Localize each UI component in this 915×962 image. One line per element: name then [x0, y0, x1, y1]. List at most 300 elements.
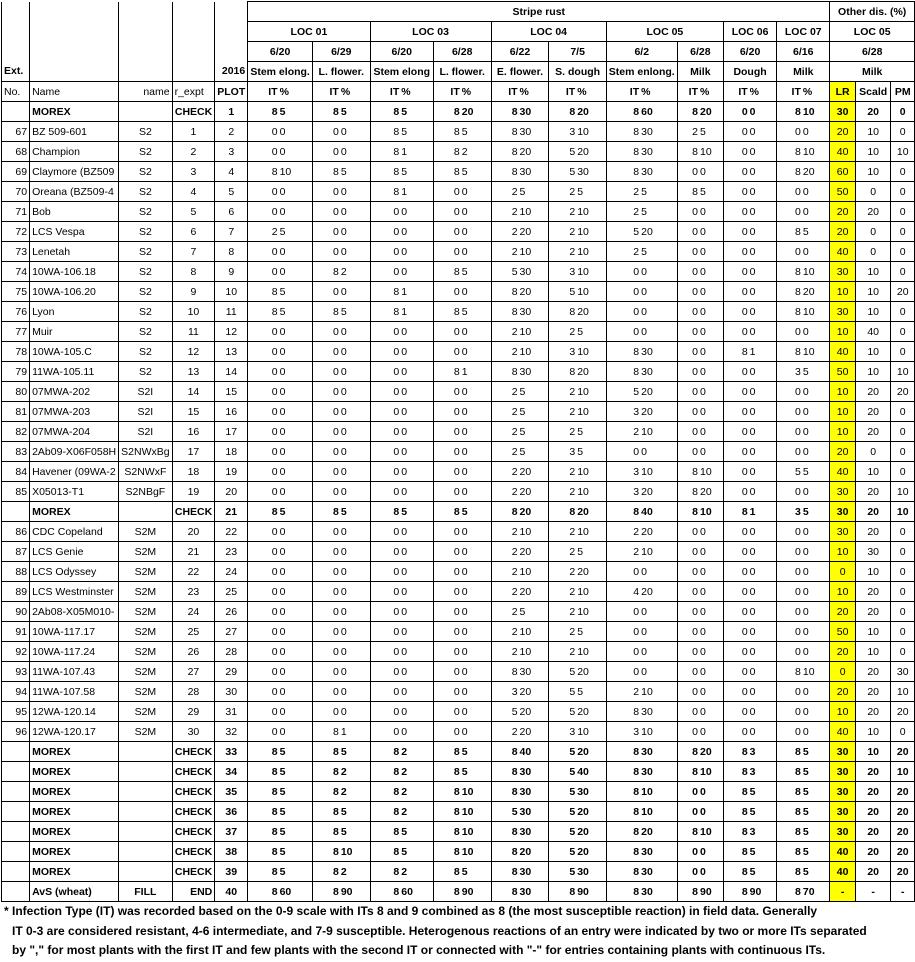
scald-value: 20	[855, 482, 891, 502]
lr-value: 30	[830, 742, 856, 762]
it-value: 2	[491, 462, 519, 482]
r-expt: 6	[172, 222, 215, 242]
percent-value: 30	[519, 122, 549, 142]
it-value: 8	[606, 142, 640, 162]
ext-number: 92	[2, 642, 30, 662]
percent-value: 0	[640, 322, 677, 342]
header-blank	[30, 42, 119, 62]
percent-value: 20	[576, 502, 606, 522]
it-value: 2	[549, 602, 576, 622]
scald-value: 0	[855, 442, 891, 462]
ext-number: 74	[2, 262, 30, 282]
entry-name: Claymore (BZ509	[30, 162, 119, 182]
percent-value: 0	[461, 202, 491, 222]
percent-value: 0	[802, 482, 830, 502]
date-heading: 6/29	[312, 42, 370, 62]
table-row	[2, 522, 915, 542]
it-value: 0	[312, 462, 339, 482]
entry-name: MOREX	[30, 502, 119, 522]
percent-value: 0	[802, 702, 830, 722]
scald-value: 10	[855, 622, 891, 642]
percent-value: 10	[576, 242, 606, 262]
percent-value: 10	[576, 642, 606, 662]
it-value: 8	[777, 882, 802, 902]
percent-value: 90	[749, 882, 777, 902]
percent-value: 20	[519, 582, 549, 602]
ext-number: 93	[2, 662, 30, 682]
percent-value: 0	[640, 662, 677, 682]
percent-value: 0	[699, 722, 723, 742]
it-value: 0	[677, 542, 699, 562]
percent-value: 10	[576, 402, 606, 422]
it-value: 8	[433, 862, 460, 882]
percent-value: 10	[802, 102, 830, 122]
table-row	[2, 702, 915, 722]
percent-value: 20	[640, 402, 677, 422]
percent-value: 5	[576, 422, 606, 442]
it-value: 2	[549, 642, 576, 662]
percent-value: 10	[699, 502, 723, 522]
percent-value: 40	[519, 742, 549, 762]
it-value: 0	[312, 702, 339, 722]
it-value: 8	[433, 102, 460, 122]
entry-name: 10WA-105.C	[30, 342, 119, 362]
it-value: 0	[312, 522, 339, 542]
percent-value: 0	[400, 542, 433, 562]
percent-value: 0	[340, 342, 370, 362]
pm-value: 10	[891, 502, 915, 522]
percent-value: 0	[279, 422, 313, 442]
lr-value: 10	[830, 382, 856, 402]
subname-heading: name	[119, 82, 172, 102]
ext-number	[2, 742, 30, 762]
header-blank	[2, 42, 30, 62]
header-row	[2, 2, 915, 22]
it-value: 0	[777, 422, 802, 442]
percent-value: 5	[461, 862, 491, 882]
ext-number: 72	[2, 222, 30, 242]
it-value: 0	[312, 602, 339, 622]
percent-value: 0	[279, 642, 313, 662]
percent-value: 5	[699, 182, 723, 202]
lr-value: 50	[830, 362, 856, 382]
percent-heading: %	[576, 82, 606, 102]
percent-value: 30	[519, 762, 549, 782]
r-expt: 12	[172, 342, 215, 362]
table-row	[2, 482, 915, 502]
it-value: 8	[777, 762, 802, 782]
percent-value: 0	[279, 602, 313, 622]
percent-value: 5	[519, 422, 549, 442]
it-value: 8	[248, 162, 279, 182]
it-value: 0	[312, 222, 339, 242]
r-expt: 26	[172, 642, 215, 662]
header-row	[2, 82, 915, 102]
percent-value: 0	[279, 662, 313, 682]
percent-value: 20	[699, 102, 723, 122]
it-value: 2	[491, 182, 519, 202]
percent-value: 10	[640, 542, 677, 562]
it-value: 0	[723, 202, 748, 222]
percent-value: 0	[699, 342, 723, 362]
it-value: 8	[606, 782, 640, 802]
ext-number: 91	[2, 622, 30, 642]
ext-number	[2, 502, 30, 522]
sub-name: S2NWxF	[119, 462, 172, 482]
percent-value: 0	[699, 862, 723, 882]
r-expt: 13	[172, 362, 215, 382]
plot-number: 2	[215, 122, 248, 142]
percent-value: 0	[640, 282, 677, 302]
sub-name: S2	[119, 202, 172, 222]
it-value: 8	[491, 502, 519, 522]
it-value: 5	[491, 702, 519, 722]
sub-name: S2	[119, 302, 172, 322]
sub-name: S2	[119, 122, 172, 142]
scald-value: 10	[855, 302, 891, 322]
it-value: 2	[491, 322, 519, 342]
it-value: 8	[777, 142, 802, 162]
sub-name: S2M	[119, 662, 172, 682]
it-value: 8	[491, 822, 519, 842]
percent-value: 0	[749, 222, 777, 242]
it-value: 0	[777, 542, 802, 562]
it-value: 8	[677, 822, 699, 842]
it-heading: IT	[606, 82, 640, 102]
scald-value: -	[855, 882, 891, 902]
plot-number: 21	[215, 502, 248, 522]
it-value: 0	[433, 422, 460, 442]
pm-value: 30	[891, 662, 915, 682]
percent-value: 10	[640, 462, 677, 482]
entry-name: Lyon	[30, 302, 119, 322]
scald-value: 20	[855, 102, 891, 122]
scald-heading: Scald	[855, 82, 891, 102]
percent-value: 10	[576, 202, 606, 222]
percent-value: 20	[519, 502, 549, 522]
date-heading: 6/2	[606, 42, 677, 62]
percent-value: 0	[400, 202, 433, 222]
it-value: 0	[248, 422, 279, 442]
percent-value: 0	[699, 422, 723, 442]
pm-value: 0	[891, 322, 915, 342]
ext-number	[2, 822, 30, 842]
ext-number: 90	[2, 602, 30, 622]
r-expt: CHECK	[172, 822, 215, 842]
lr-value: 0	[830, 562, 856, 582]
plot-number: 10	[215, 282, 248, 302]
percent-value: 0	[749, 582, 777, 602]
percent-value: 0	[340, 482, 370, 502]
percent-value: 5	[279, 802, 313, 822]
it-value: 8	[248, 782, 279, 802]
percent-value: 10	[576, 722, 606, 742]
percent-value: 0	[461, 562, 491, 582]
entry-name: 07MWA-204	[30, 422, 119, 442]
percent-value: 5	[519, 442, 549, 462]
percent-value: 5	[279, 742, 313, 762]
percent-value: 0	[699, 802, 723, 822]
it-value: 8	[723, 862, 748, 882]
ext-number: 75	[2, 282, 30, 302]
percent-value: 20	[576, 142, 606, 162]
it-value: 8	[433, 842, 460, 862]
scald-value: 20	[855, 522, 891, 542]
percent-value: 5	[802, 802, 830, 822]
header-blank	[30, 2, 119, 22]
r-expt: 22	[172, 562, 215, 582]
lr-value: 30	[830, 822, 856, 842]
percent-value: 0	[802, 242, 830, 262]
it-value: 0	[312, 142, 339, 162]
percent-value: 30	[519, 362, 549, 382]
percent-value: 10	[640, 422, 677, 442]
it-value: 3	[777, 502, 802, 522]
plot-number: 5	[215, 182, 248, 202]
percent-value: 5	[461, 122, 491, 142]
percent-value: 0	[461, 382, 491, 402]
stage-heading: Milk	[830, 62, 915, 82]
it-value: 8	[433, 302, 460, 322]
percent-value: 0	[340, 522, 370, 542]
plot-number: 17	[215, 422, 248, 442]
pm-heading: PM	[891, 82, 915, 102]
it-value: 8	[677, 182, 699, 202]
percent-value: 0	[340, 462, 370, 482]
it-value: 8	[677, 882, 699, 902]
table-row	[2, 542, 915, 562]
scald-value: 0	[855, 222, 891, 242]
percent-value: 0	[400, 602, 433, 622]
it-value: 3	[549, 342, 576, 362]
header-blank	[215, 22, 248, 42]
it-value: 0	[677, 782, 699, 802]
it-value: 5	[549, 842, 576, 862]
entry-name: X05013-T1	[30, 482, 119, 502]
percent-value: 5	[400, 162, 433, 182]
it-value: 0	[606, 662, 640, 682]
percent-heading: %	[400, 82, 433, 102]
percent-value: 0	[749, 242, 777, 262]
it-value: 8	[370, 762, 400, 782]
table-row	[2, 882, 915, 902]
sub-name	[119, 762, 172, 782]
it-value: 0	[370, 662, 400, 682]
r-expt: 28	[172, 682, 215, 702]
lr-value: 60	[830, 162, 856, 182]
entry-name: 11WA-107.58	[30, 682, 119, 702]
table-row	[2, 862, 915, 882]
r-expt: 11	[172, 322, 215, 342]
plot-number: 23	[215, 542, 248, 562]
percent-value: 0	[400, 682, 433, 702]
r-expt: 1	[172, 122, 215, 142]
percent-value: 0	[400, 722, 433, 742]
pm-value: 10	[891, 682, 915, 702]
percent-value: 5	[802, 762, 830, 782]
it-value: 0	[433, 182, 460, 202]
it-heading: IT	[312, 82, 339, 102]
percent-value: 10	[576, 222, 606, 242]
pm-value: 10	[891, 362, 915, 382]
ext-number: 86	[2, 522, 30, 542]
table-row	[2, 282, 915, 302]
pm-value: 20	[891, 842, 915, 862]
percent-value: 0	[279, 402, 313, 422]
percent-value: 30	[576, 162, 606, 182]
percent-value: 0	[279, 322, 313, 342]
it-value: 2	[606, 522, 640, 542]
percent-value: 5	[519, 182, 549, 202]
percent-value: 0	[749, 382, 777, 402]
it-value: 8	[312, 762, 339, 782]
it-value: 8	[549, 102, 576, 122]
it-value: 0	[677, 262, 699, 282]
percent-value: 5	[400, 822, 433, 842]
percent-value: 0	[749, 722, 777, 742]
it-value: 2	[549, 382, 576, 402]
percent-value: 5	[461, 162, 491, 182]
it-value: 3	[606, 462, 640, 482]
sub-name	[119, 802, 172, 822]
r-expt: CHECK	[172, 742, 215, 762]
percent-value: 0	[461, 182, 491, 202]
percent-value: 5	[576, 622, 606, 642]
lr-value: 50	[830, 622, 856, 642]
it-value: 0	[606, 622, 640, 642]
percent-value: 0	[340, 282, 370, 302]
ext-number: 69	[2, 162, 30, 182]
percent-value: 20	[802, 162, 830, 182]
table-row	[2, 742, 915, 762]
lr-value: 40	[830, 862, 856, 882]
it-value: 8	[370, 182, 400, 202]
it-value: 8	[491, 282, 519, 302]
plot-number: 3	[215, 142, 248, 162]
it-value: 0	[433, 662, 460, 682]
entry-name: MOREX	[30, 862, 119, 882]
percent-value: 40	[640, 502, 677, 522]
it-value: 0	[677, 662, 699, 682]
it-heading: IT	[677, 82, 699, 102]
lr-value: 20	[830, 682, 856, 702]
percent-value: 0	[279, 582, 313, 602]
it-value: 3	[549, 442, 576, 462]
percent-value: 5	[576, 182, 606, 202]
percent-value: 10	[576, 602, 606, 622]
ext-number: 83	[2, 442, 30, 462]
table-row	[2, 782, 915, 802]
entry-name: CDC Copeland	[30, 522, 119, 542]
percent-value: 0	[749, 442, 777, 462]
percent-value: 70	[802, 882, 830, 902]
entry-name: 12WA-120.14	[30, 702, 119, 722]
it-heading: IT	[723, 82, 748, 102]
percent-value: 0	[400, 362, 433, 382]
entry-name: Champion	[30, 142, 119, 162]
percent-value: 5	[340, 162, 370, 182]
percent-value: 0	[400, 662, 433, 682]
it-value: 0	[248, 442, 279, 462]
it-value: 0	[248, 402, 279, 422]
it-value: 8	[549, 882, 576, 902]
lr-value: 30	[830, 262, 856, 282]
plot-number: 14	[215, 362, 248, 382]
it-value: 0	[677, 562, 699, 582]
ext-number	[2, 882, 30, 902]
it-value: 0	[312, 642, 339, 662]
percent-value: 0	[699, 162, 723, 182]
location-heading: LOC 05	[606, 22, 723, 42]
percent-value: 0	[400, 642, 433, 662]
it-value: 2	[549, 482, 576, 502]
lr-value: 40	[830, 842, 856, 862]
pm-value: 20	[891, 382, 915, 402]
it-value: 8	[723, 742, 748, 762]
percent-value: 20	[699, 742, 723, 762]
percent-value: 0	[461, 582, 491, 602]
it-value: 8	[433, 162, 460, 182]
it-value: 8	[491, 162, 519, 182]
it-value: 0	[606, 322, 640, 342]
percent-value: 5	[802, 222, 830, 242]
it-value: 8	[433, 362, 460, 382]
percent-value: 0	[461, 442, 491, 462]
it-value: 0	[312, 482, 339, 502]
percent-value: 0	[461, 482, 491, 502]
sub-name: S2M	[119, 522, 172, 542]
percent-value: 0	[461, 422, 491, 442]
percent-value: 0	[461, 602, 491, 622]
percent-value: 20	[576, 662, 606, 682]
it-value: 0	[312, 122, 339, 142]
it-value: 8	[549, 362, 576, 382]
scald-value: 20	[855, 842, 891, 862]
percent-value: 1	[400, 302, 433, 322]
stage-heading: Milk	[777, 62, 830, 82]
percent-value: 10	[640, 802, 677, 822]
it-value: 0	[433, 202, 460, 222]
entry-name: 2Ab09-X06F058H	[30, 442, 119, 462]
lr-value: 30	[830, 522, 856, 542]
sub-name: S2	[119, 322, 172, 342]
percent-value: 10	[519, 522, 549, 542]
sub-name: S2	[119, 142, 172, 162]
percent-value: 0	[749, 422, 777, 442]
lr-value: 10	[830, 422, 856, 442]
it-value: 0	[312, 182, 339, 202]
percent-value: 0	[699, 262, 723, 282]
entry-name: LCS Odyssey	[30, 562, 119, 582]
it-value: 8	[723, 502, 748, 522]
percent-value: 20	[640, 382, 677, 402]
it-value: 0	[370, 362, 400, 382]
lr-value: 40	[830, 342, 856, 362]
percent-value: 5	[802, 842, 830, 862]
r-expt: 25	[172, 622, 215, 642]
pm-value: 0	[891, 562, 915, 582]
it-value: 0	[433, 582, 460, 602]
percent-value: 10	[640, 682, 677, 702]
percent-value: 0	[340, 182, 370, 202]
percent-value: 5	[340, 822, 370, 842]
date-heading: 6/22	[491, 42, 549, 62]
percent-value: 0	[400, 622, 433, 642]
pm-value: 0	[891, 522, 915, 542]
it-value: 0	[370, 342, 400, 362]
it-value: 0	[677, 302, 699, 322]
it-value: 8	[606, 762, 640, 782]
